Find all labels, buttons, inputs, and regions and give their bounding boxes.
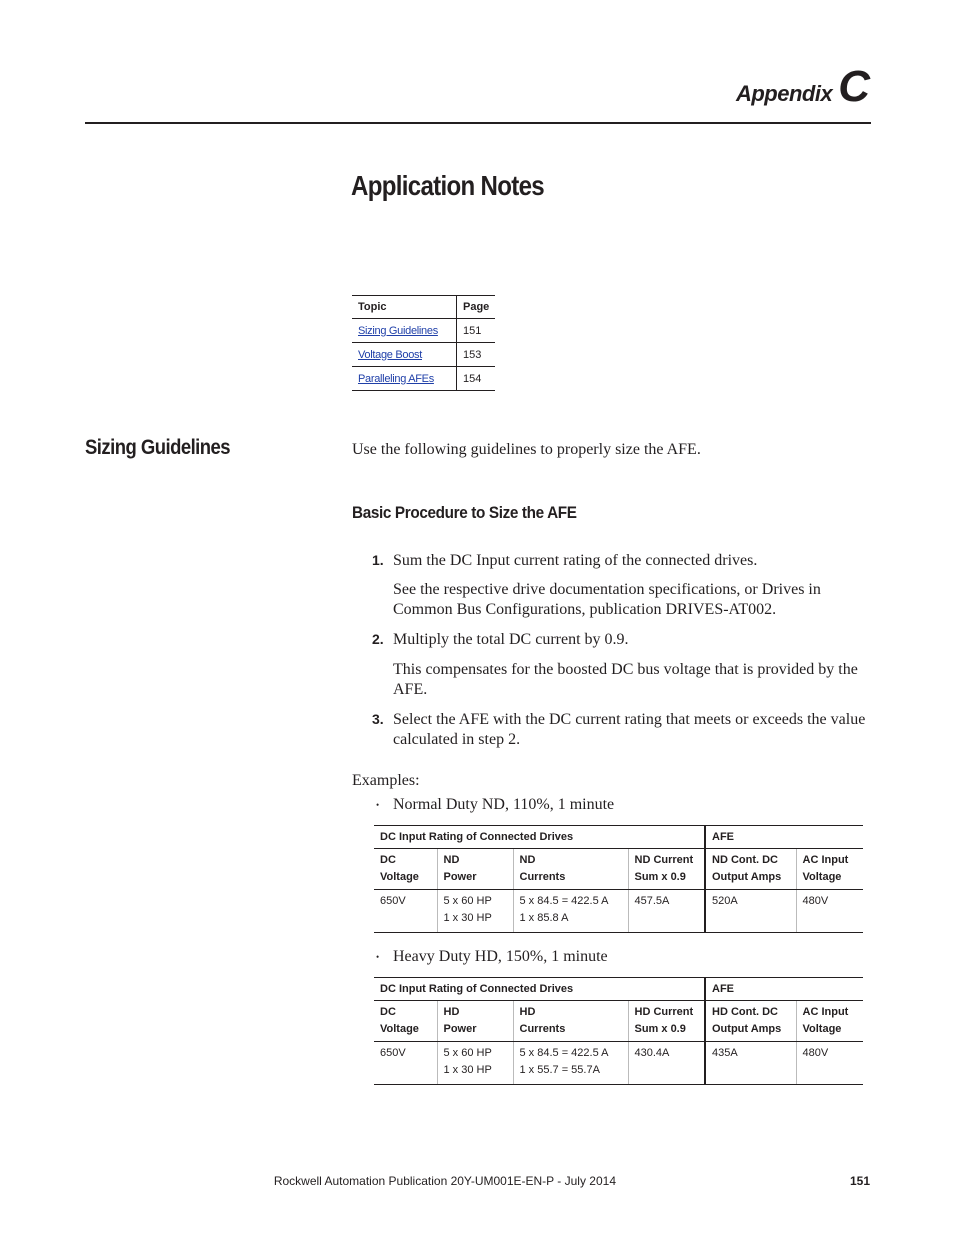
table-row <box>374 890 863 933</box>
cell-voltage: 650V <box>374 890 437 933</box>
topic-link-paralleling-afes[interactable]: Paralleling AFEs <box>358 372 434 385</box>
bullet-icon: • <box>376 800 380 810</box>
col-hd-output-amps: HD Cont. DC Output Amps <box>705 1001 796 1042</box>
example-bullet-normal-duty: Normal Duty ND, 110%, 1 minute <box>393 796 615 813</box>
appendix-heading <box>736 62 870 112</box>
step-text: Multiply the total DC current by 0.9. <box>393 631 629 648</box>
cell-current-sum: 457.5A <box>628 890 705 933</box>
footer-publication: Rockwell Automation Publication 20Y-UM001E-EN-P - July 2014 <box>273 1174 616 1188</box>
table-row <box>352 367 495 391</box>
cell-output-amps: 520A <box>705 890 796 933</box>
col-ac-input-voltage: AC Input Voltage <box>796 1001 863 1042</box>
topic-link-sizing-guidelines[interactable]: Sizing Guidelines <box>358 324 438 337</box>
heavy-duty-table <box>374 977 863 1085</box>
topic-table <box>352 295 495 391</box>
cell-current-sum: 430.4A <box>628 1042 705 1085</box>
appendix-letter: C <box>838 62 870 111</box>
sub-heading: Basic Procedure to Size the AFE <box>352 503 577 522</box>
step-number: 3. <box>372 711 384 727</box>
table-column-header <box>374 1001 863 1042</box>
topic-page-number: 151 <box>457 319 496 343</box>
step-number: 2. <box>372 631 384 647</box>
table-row <box>374 1042 863 1085</box>
col-nd-output-amps: ND Cont. DC Output Amps <box>705 849 796 890</box>
col-hd-currents: HD Currents <box>513 1001 628 1042</box>
topic-column-header: Topic <box>352 296 457 319</box>
page-title: Application Notes <box>351 170 545 201</box>
cell-currents: 5 x 84.5 = 422.5 A 1 x 85.8 A <box>513 890 628 933</box>
cell-output-amps: 435A <box>705 1042 796 1085</box>
topic-link-voltage-boost[interactable]: Voltage Boost <box>358 348 422 361</box>
table-group-header <box>374 978 863 1001</box>
step-text: Select the AFE with the DC current rating that meets or exceeds the value calculated in step 2. <box>393 711 866 748</box>
table-row <box>352 319 495 343</box>
group-header-afe: AFE <box>705 978 863 1001</box>
col-nd-power: ND Power <box>437 849 513 890</box>
step-detail: This compensates for the boosted DC bus voltage that is provided by the AFE. <box>393 661 858 698</box>
cell-ac-voltage: 480V <box>796 890 863 933</box>
topic-page-number: 154 <box>457 367 496 391</box>
col-ac-input-voltage: AC Input Voltage <box>796 849 863 890</box>
col-hd-power: HD Power <box>437 1001 513 1042</box>
step-detail: See the respective drive documentation specifications, or Drives in Common Bus Configurations, publication DRIVES-AT002. <box>393 581 821 618</box>
section-heading: Sizing Guidelines <box>85 436 231 459</box>
col-nd-current-sum: ND Current Sum x 0.9 <box>628 849 705 890</box>
col-dc-voltage: DC Voltage <box>374 1001 437 1042</box>
cell-power: 5 x 60 HP 1 x 30 HP <box>437 1042 513 1085</box>
page-column-header: Page <box>457 296 496 319</box>
header-rule <box>85 122 871 124</box>
normal-duty-table <box>374 825 863 933</box>
table-group-header <box>374 826 863 849</box>
cell-currents: 5 x 84.5 = 422.5 A 1 x 55.7 = 55.7A <box>513 1042 628 1085</box>
col-hd-current-sum: HD Current Sum x 0.9 <box>628 1001 705 1042</box>
page-number: 151 <box>849 1174 870 1188</box>
example-bullet-heavy-duty: Heavy Duty HD, 150%, 1 minute <box>393 948 608 965</box>
col-dc-voltage: DC Voltage <box>374 849 437 890</box>
group-header-dc-input: DC Input Rating of Connected Drives <box>374 826 705 849</box>
appendix-word: Appendix <box>735 81 833 106</box>
table-row <box>352 343 495 367</box>
step-text: Sum the DC Input current rating of the connected drives. <box>393 552 758 569</box>
cell-voltage: 650V <box>374 1042 437 1085</box>
intro-paragraph: Use the following guidelines to properly size the AFE. <box>352 441 701 458</box>
group-header-dc-input: DC Input Rating of Connected Drives <box>374 978 705 1001</box>
examples-label: Examples: <box>352 772 420 789</box>
topic-page-number: 153 <box>457 343 496 367</box>
group-header-afe: AFE <box>705 826 863 849</box>
step-number: 1. <box>372 552 384 568</box>
cell-ac-voltage: 480V <box>796 1042 863 1085</box>
table-column-header <box>374 849 863 890</box>
cell-power: 5 x 60 HP 1 x 30 HP <box>437 890 513 933</box>
bullet-icon: • <box>376 952 380 962</box>
topic-table-header <box>352 296 495 319</box>
col-nd-currents: ND Currents <box>513 849 628 890</box>
